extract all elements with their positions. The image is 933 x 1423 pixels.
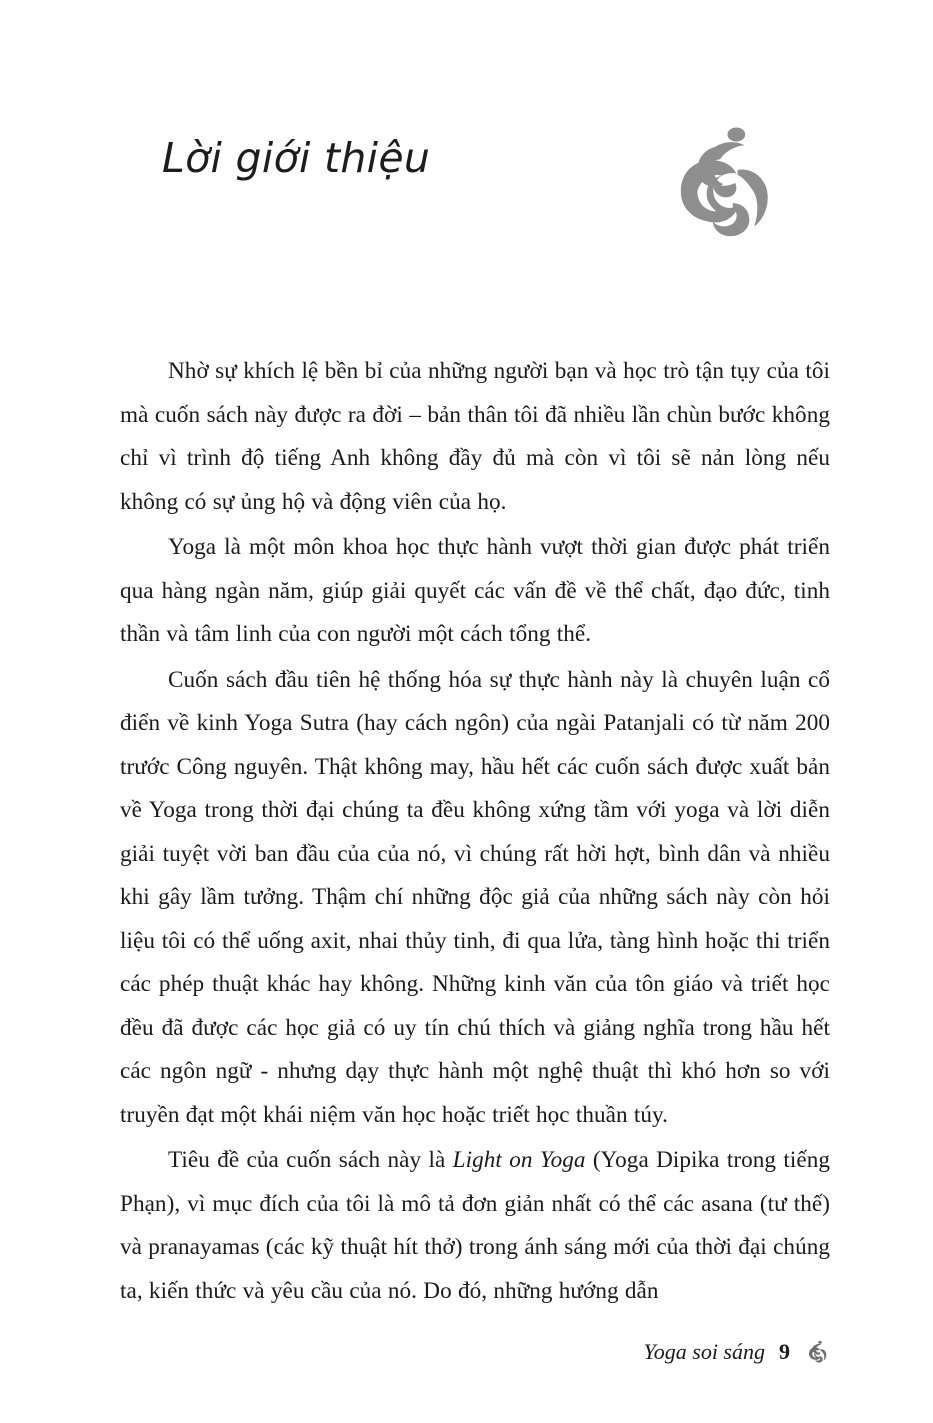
paragraph-4-part2: (Yoga Dipika trong tiếng Phạn), vì mục đích của tôi là mô tả đơn giản nhất có thể các asana (tư thế) và pranayamas (các kỹ thuật hít thở) trong ánh sáng mới của thời đại chúng ta, kiến thức và yêu cầu của nó. Do đó, những hướng dẫn bbox=[120, 1147, 830, 1304]
paragraph-2: Yoga là một môn khoa học thực hành vượt thời gian được phát triển qua hàng ngàn năm, giúp giải quyết các vấn đề về thể chất, đạo đức, tinh thần và tâm linh của con người một cách tổng thể. bbox=[120, 534, 830, 647]
body-content bbox=[120, 350, 830, 1315]
paragraph-4 bbox=[120, 1139, 830, 1313]
footer-book-name: Yoga soi sáng bbox=[643, 1339, 765, 1364]
page-header bbox=[0, 118, 933, 268]
page-number: 9 bbox=[779, 1339, 790, 1364]
paragraph-3: Cuốn sách đầu tiên hệ thống hóa sự thực hành này là chuyên luận cổ điển về kinh Yoga Sutra (hay cách ngôn) của ngài Patanjali có từ năm 200 trước Công nguyên. Thật không may, hầu hết các cuốn sách được xuất bản về Yoga trong thời đại chúng ta đều không xứng tầm với yoga và lời diễn giải tuyệt vời ban đầu của của nó, vì chúng rất hời hợt, bình dân và nhiều khi gây lầm tưởng. Thậm chí những độc giả của những sách này còn hỏi liệu tôi có thể uống axit, nhai thủy tinh, đi qua lửa, tàng hình hoặc thi triển các phép thuật khác hay không. Những kinh văn của tôn giáo và triết học đều đã được các học giả có uy tín chú thích và giảng nghĩa trong hầu hết các ngôn ngữ - nhưng dạy thực hành một nghệ thuật thì khó hơn so với truyền đạt một khái niệm văn học hoặc triết học thuần túy. bbox=[120, 666, 830, 1128]
page-title: Lời giới thiệu bbox=[162, 134, 431, 182]
book-title-italic: Light on Yoga bbox=[452, 1147, 586, 1173]
paragraph-1: Nhờ sự khích lệ bền bỉ của những người bạn và học trò tận tụy của tôi mà cuốn sách này được ra đời – bản thân tôi đã nhiều lần chùn bước không chỉ vì trình độ tiếng Anh không đầy đủ mà còn vì tôi sẽ nản lòng nếu không có sự ủng hộ và động viên của họ. bbox=[120, 358, 830, 515]
om-icon-footer bbox=[804, 1339, 830, 1365]
om-icon bbox=[661, 118, 781, 248]
page-footer bbox=[644, 1339, 830, 1365]
paragraph-4-part1: Tiêu đề của cuốn sách này là bbox=[168, 1147, 453, 1173]
